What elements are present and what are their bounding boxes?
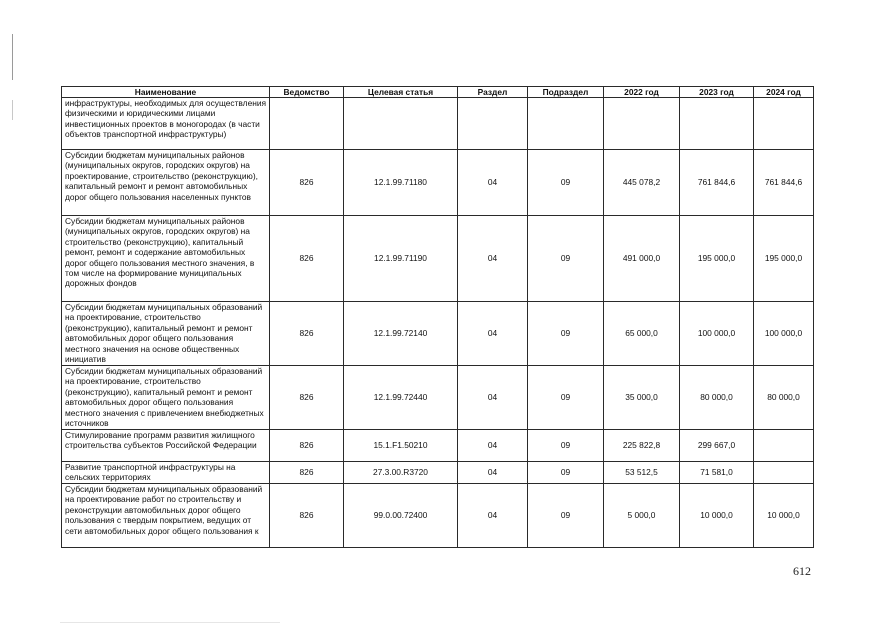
- cell-year-2022: 225 822,8: [604, 430, 680, 462]
- table-row: [62, 216, 814, 302]
- cell-department: 826: [270, 484, 344, 548]
- cell-target-article: 12.1.99.72440: [344, 366, 458, 430]
- cell-section: 04: [458, 462, 528, 484]
- cell-subsection: 09: [528, 366, 604, 430]
- cell-year-2024: [754, 98, 814, 150]
- cell-year-2023: 299 667,0: [680, 430, 754, 462]
- cell-department: [270, 98, 344, 150]
- cell-department: 826: [270, 430, 344, 462]
- cell-year-2022: [604, 98, 680, 150]
- cell-year-2022: 5 000,0: [604, 484, 680, 548]
- cell-target-article: 99.0.00.72400: [344, 484, 458, 548]
- cell-target-article: [344, 98, 458, 150]
- table-row: [62, 150, 814, 216]
- cell-subsection: 09: [528, 462, 604, 484]
- cell-department: 826: [270, 302, 344, 366]
- scan-artifact-line: [60, 622, 280, 623]
- cell-department: 826: [270, 150, 344, 216]
- cell-year-2023: [680, 98, 754, 150]
- header-target-article: Целевая статья: [344, 87, 458, 98]
- cell-subsection: 09: [528, 430, 604, 462]
- table-row: [62, 302, 814, 366]
- cell-year-2023: 195 000,0: [680, 216, 754, 302]
- cell-name: Субсидии бюджетам муниципальных районов (муниципальных округов, городских округов) на строительство (реконструкцию), капитальный ремонт, ремонт и содержание автомобильных дорог общего пользования местного значения, в том числе на формирование муниципальных дорожных фондов: [62, 216, 270, 302]
- table-row: [62, 366, 814, 430]
- table-header-row: [62, 87, 814, 98]
- cell-target-article: 12.1.99.71190: [344, 216, 458, 302]
- cell-subsection: 09: [528, 302, 604, 366]
- cell-subsection: 09: [528, 216, 604, 302]
- budget-table: [61, 86, 814, 548]
- cell-year-2022: 445 078,2: [604, 150, 680, 216]
- cell-year-2022: 491 000,0: [604, 216, 680, 302]
- header-year-2022: 2022 год: [604, 87, 680, 98]
- scan-margin-mark: [12, 100, 13, 120]
- table-row: [62, 430, 814, 462]
- cell-name: Субсидии бюджетам муниципальных образований на проектирование работ по строительству и реконструкции автомобильных дорог общего пользования с твердым покрытием, ведущих от сети автомобильных дорог общего пользования к: [62, 484, 270, 548]
- cell-year-2022: 65 000,0: [604, 302, 680, 366]
- cell-year-2023: 71 581,0: [680, 462, 754, 484]
- cell-name: Развитие транспортной инфраструктуры на сельских территориях: [62, 462, 270, 484]
- cell-year-2022: 53 512,5: [604, 462, 680, 484]
- table-row: [62, 462, 814, 484]
- cell-year-2024: 195 000,0: [754, 216, 814, 302]
- cell-year-2024: 100 000,0: [754, 302, 814, 366]
- header-section: Раздел: [458, 87, 528, 98]
- cell-year-2024: 80 000,0: [754, 366, 814, 430]
- cell-name: инфраструктуры, необходимых для осуществления физическими и юридическими лицами инвестиционных проектов в моногородах (в части объектов транспортной инфраструктуры): [62, 98, 270, 150]
- header-subsection: Подраздел: [528, 87, 604, 98]
- cell-year-2024: [754, 430, 814, 462]
- cell-year-2024: [754, 462, 814, 484]
- cell-section: 04: [458, 484, 528, 548]
- cell-year-2023: 100 000,0: [680, 302, 754, 366]
- header-year-2024: 2024 год: [754, 87, 814, 98]
- cell-name: Субсидии бюджетам муниципальных районов (муниципальных округов, городских округов) на проектирование, строительство (реконструкцию), капитальный ремонт и ремонт автомобильных дорог общего пользования населенных пунктов: [62, 150, 270, 216]
- cell-target-article: 27.3.00.R3720: [344, 462, 458, 484]
- cell-name: Стимулирование программ развития жилищного строительства субъектов Российской Федерации: [62, 430, 270, 462]
- cell-section: 04: [458, 150, 528, 216]
- cell-department: 826: [270, 366, 344, 430]
- scan-margin-mark: [12, 34, 13, 80]
- cell-subsection: [528, 98, 604, 150]
- page-number: 612: [793, 564, 811, 578]
- cell-subsection: 09: [528, 484, 604, 548]
- cell-department: 826: [270, 216, 344, 302]
- cell-year-2023: 80 000,0: [680, 366, 754, 430]
- cell-section: 04: [458, 366, 528, 430]
- cell-section: 04: [458, 216, 528, 302]
- header-department: Ведомство: [270, 87, 344, 98]
- cell-year-2022: 35 000,0: [604, 366, 680, 430]
- cell-year-2024: 761 844,6: [754, 150, 814, 216]
- table-row: [62, 484, 814, 548]
- cell-name: Субсидии бюджетам муниципальных образований на проектирование, строительство (реконструкцию), капитальный ремонт и ремонт автомобильных дорог общего пользования местного значения с привлечением внебюджетных источников: [62, 366, 270, 430]
- header-year-2023: 2023 год: [680, 87, 754, 98]
- cell-section: 04: [458, 302, 528, 366]
- cell-target-article: 12.1.99.72140: [344, 302, 458, 366]
- cell-year-2023: 761 844,6: [680, 150, 754, 216]
- cell-department: 826: [270, 462, 344, 484]
- cell-subsection: 09: [528, 150, 604, 216]
- cell-section: 04: [458, 430, 528, 462]
- cell-year-2023: 10 000,0: [680, 484, 754, 548]
- cell-name: Субсидии бюджетам муниципальных образований на проектирование, строительство (реконструкцию), капитальный ремонт и ремонт автомобильных дорог общего пользования местного значения на основе общественных инициатив: [62, 302, 270, 366]
- header-name: Наименование: [62, 87, 270, 98]
- cell-target-article: 15.1.F1.50210: [344, 430, 458, 462]
- cell-year-2024: 10 000,0: [754, 484, 814, 548]
- table-row: [62, 98, 814, 150]
- cell-target-article: 12.1.99.71180: [344, 150, 458, 216]
- cell-section: [458, 98, 528, 150]
